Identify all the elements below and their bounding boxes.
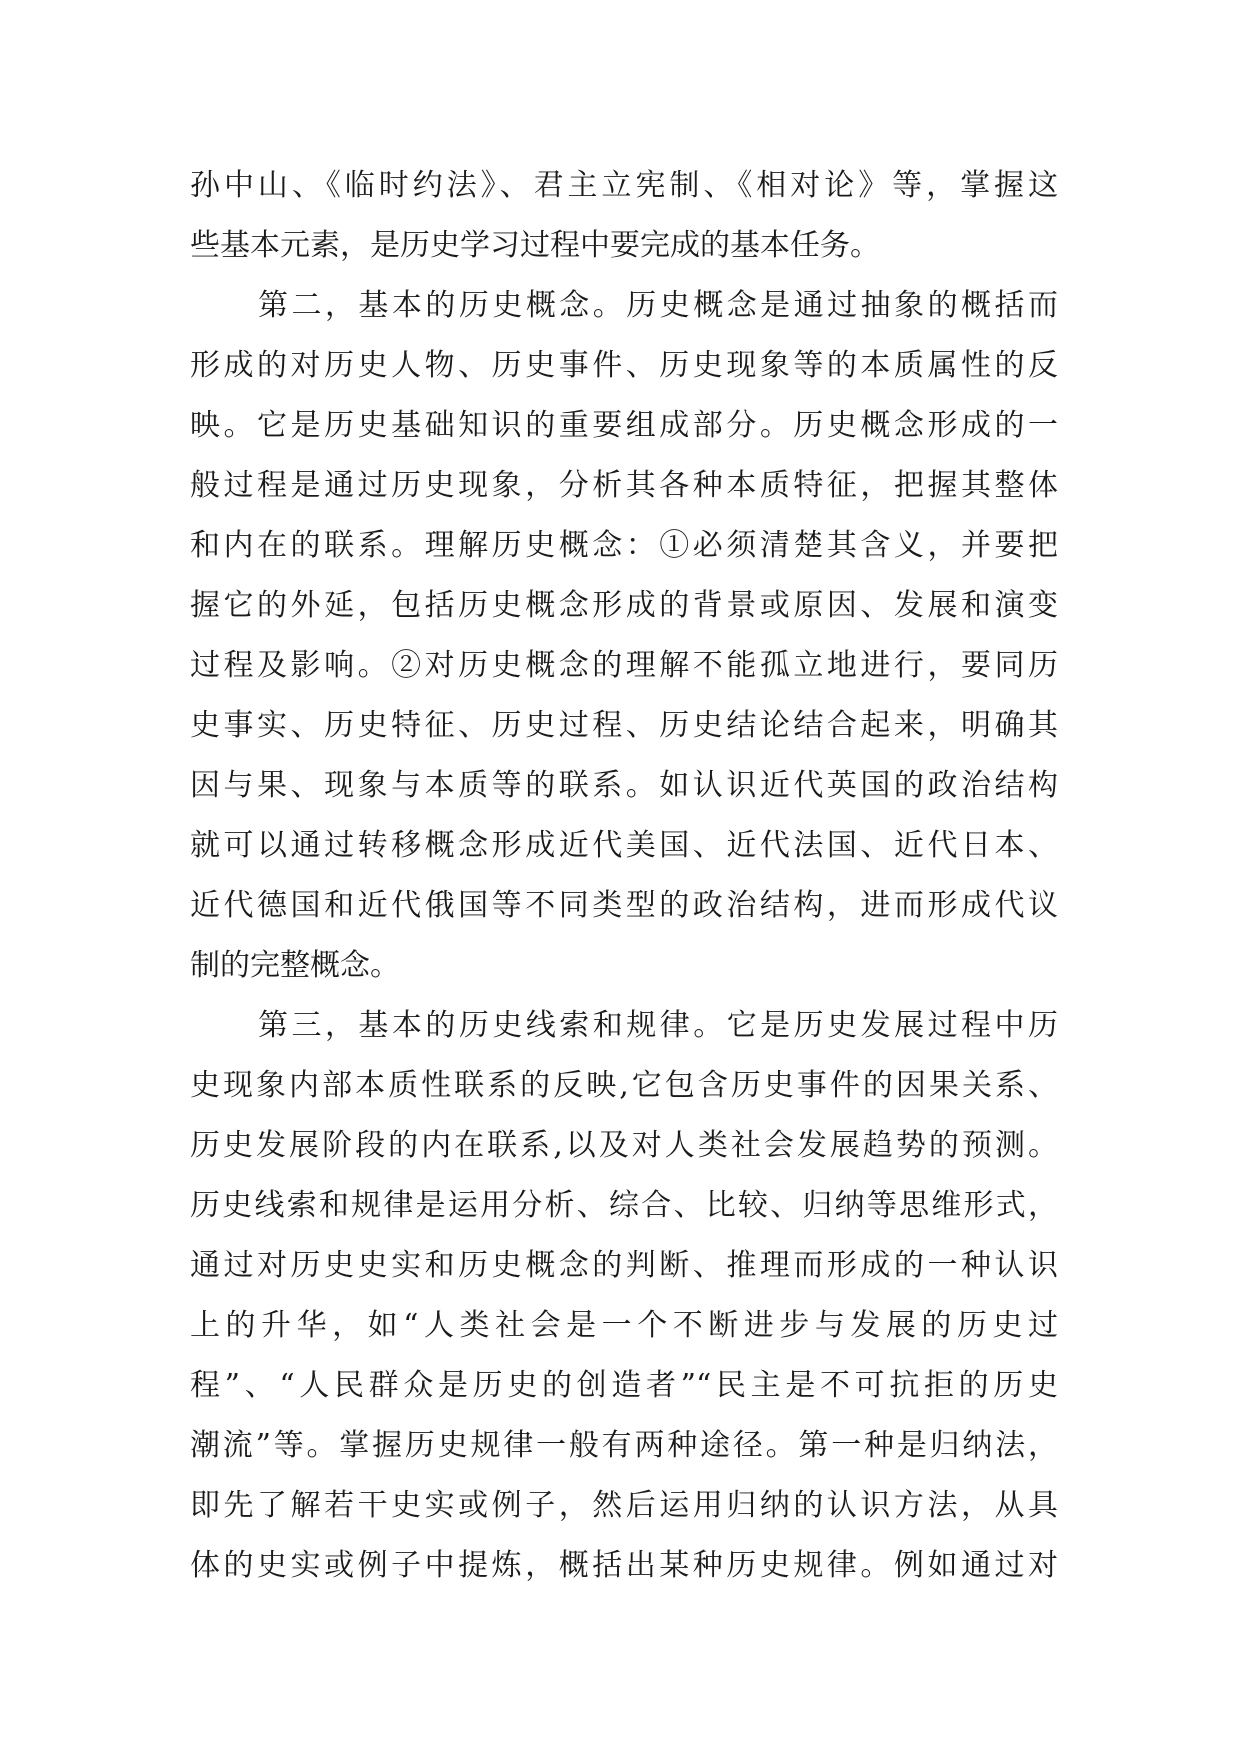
text-line: 就可以通过转移概念形成近代美国、近代法国、近代日本、 [190, 828, 1058, 863]
text-line: 近代德国和近代俄国等不同类型的政治结构，进而形成代议 [190, 888, 1058, 923]
body-text [190, 156, 1058, 1596]
text-line: 历史发展阶段的内在联系,以及对人类社会发展趋势的预测。 [190, 1128, 1058, 1163]
text-line: 上的升华，如“人类社会是一个不断进步与发展的历史过 [190, 1308, 1058, 1343]
text-line: 史事实、历史特征、历史过程、历史结论结合起来，明确其 [190, 708, 1058, 743]
text-line: 体的史实或例子中提炼，概括出某种历史规律。例如通过对 [190, 1548, 1058, 1583]
text-line: 程”、“人民群众是历史的创造者”“民主是不可抗拒的历史 [190, 1368, 1058, 1403]
text-line: 和内在的联系。理解历史概念：①必须清楚其含义，并要把 [190, 528, 1058, 563]
text-line: 过程及影响。②对历史概念的理解不能孤立地进行，要同历 [190, 648, 1058, 683]
text-line: 形成的对历史人物、历史事件、历史现象等的本质属性的反 [190, 348, 1058, 383]
text-line: 映。它是历史基础知识的重要组成部分。历史概念形成的一 [190, 408, 1058, 443]
text-line: 些基本元素，是历史学习过程中要完成的基本任务。 [190, 228, 880, 263]
text-line: 制的完整概念。 [190, 948, 400, 983]
text-line: 历史线索和规律是运用分析、综合、比较、归纳等思维形式， [190, 1188, 1058, 1223]
text-line: 握它的外延，包括历史概念形成的背景或原因、发展和演变 [190, 588, 1058, 623]
text-line: 史现象内部本质性联系的反映,它包含历史事件的因果关系、 [190, 1068, 1058, 1103]
text-line: 孙中山、《临时约法》、君主立宪制、《相对论》等，掌握这 [190, 168, 1058, 203]
text-line: 第三，基本的历史线索和规律。它是历史发展过程中历 [258, 1008, 1058, 1043]
text-line: 即先了解若干史实或例子，然后运用归纳的认识方法，从具 [190, 1488, 1058, 1523]
text-line: 潮流”等。掌握历史规律一般有两种途径。第一种是归纳法， [190, 1428, 1058, 1463]
document-page [190, 156, 1058, 1583]
text-line: 般过程是通过历史现象，分析其各种本质特征，把握其整体 [190, 468, 1058, 503]
text-line: 第二，基本的历史概念。历史概念是通过抽象的概括而 [258, 288, 1058, 323]
text-line: 通过对历史史实和历史概念的判断、推理而形成的一种认识 [190, 1248, 1058, 1283]
text-line: 因与果、现象与本质等的联系。如认识近代英国的政治结构 [190, 768, 1058, 803]
